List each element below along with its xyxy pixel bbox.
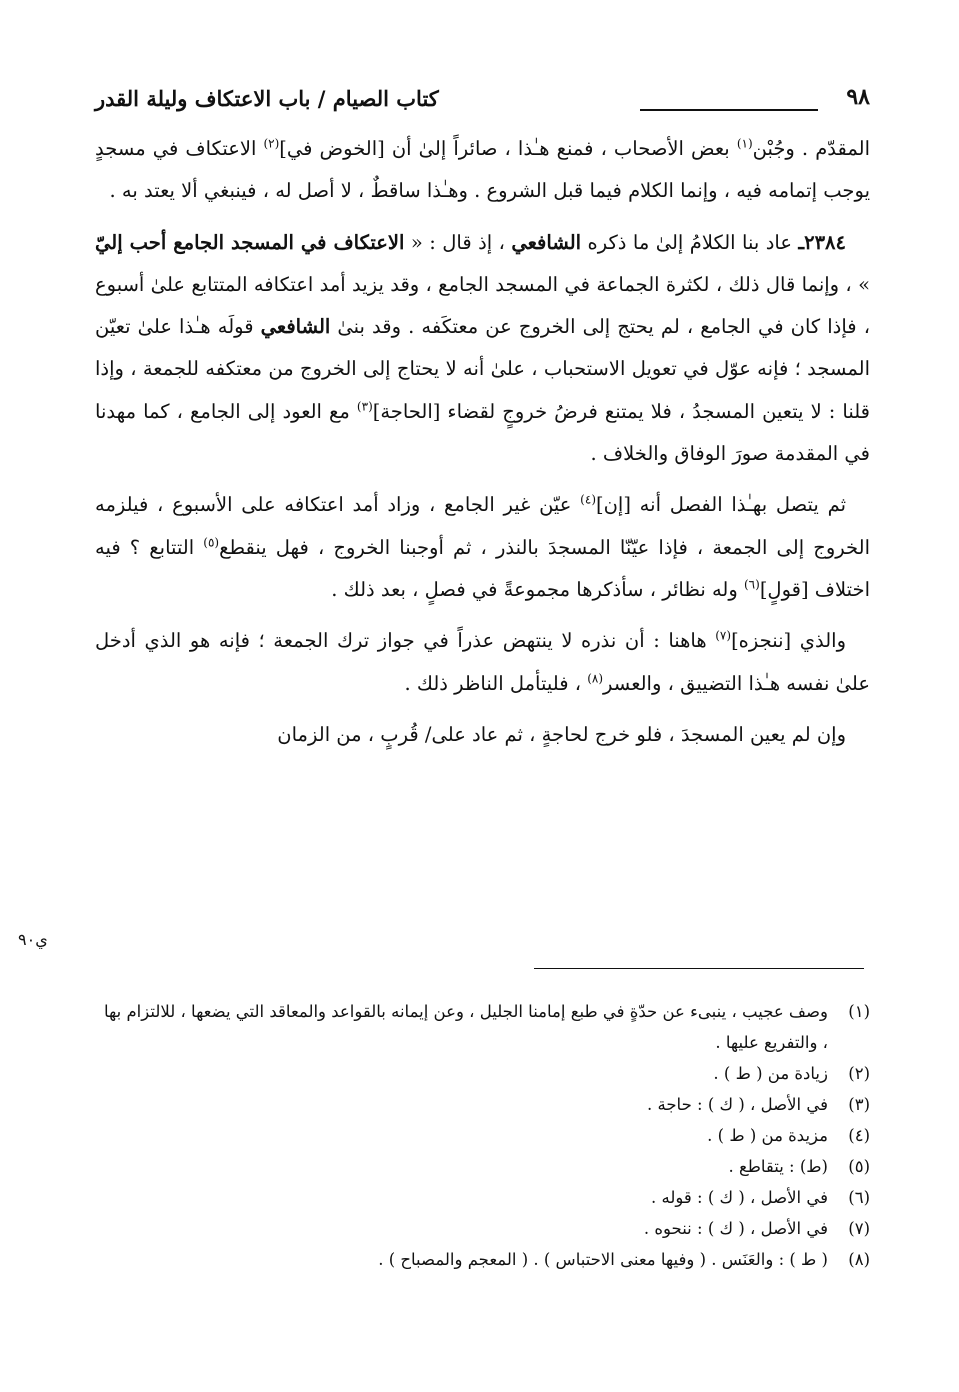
page-header <box>95 82 870 122</box>
footnote-text: في الأصل ، ( ك ) : ننحوه . <box>643 1219 828 1238</box>
text-run: عيّن غير الجامع ، وزاد أمد اعتكافه على الأسبوع ، فيلزمه الخروج إلى الجمعة ، فإذا عيّنّا المسجدَ بالنذر ، ثم أوجبنا الخروج ، فهل ينقطع <box>95 493 870 559</box>
paragraph-2384 <box>95 222 870 476</box>
footnote-number: (٥) <box>848 1157 870 1176</box>
text-run: بعض الأصحاب ، فمنع هـٰذا ، صائراً إلىٰ أن [الخوض في] <box>279 137 737 160</box>
footnotes <box>95 996 870 1275</box>
footnote-text: ( ط ) : والعَنَس . ( وفيها معنى الاحتباس ) . ( المعجم والمصباح ) . <box>378 1250 828 1269</box>
footnote-item <box>95 1213 870 1244</box>
header-rule <box>640 109 818 111</box>
footnote-separator <box>534 968 864 969</box>
margin-page-reference: ي٩٠ <box>18 930 48 949</box>
footnote-text: مزيدة من ( ط ) . <box>707 1126 828 1145</box>
text-run: هاهنا : أن نذره لا ينتهض عذراً في جواز ترك الجمعة ؛ فإنه هو الذي أدخل علىٰ نفسه هـٰذا التضييق ، والعسر <box>95 629 870 695</box>
footnote-text: (ط) : يتقاطع . <box>728 1157 828 1176</box>
running-title: كتاب الصيام / باب الاعتكاف وليلة القدر <box>95 86 439 111</box>
footnote-item <box>95 1151 870 1182</box>
footnote-ref-6: (٦) <box>743 577 760 592</box>
footnote-text: في الأصل ، ( ك ) : حاجة . <box>647 1095 828 1114</box>
footnote-item <box>95 1182 870 1213</box>
footnote-ref-7: (٧) <box>715 628 732 643</box>
text-run: ثم يتصل بهـٰذا الفصل أنه [إن] <box>596 493 846 517</box>
text-run: والذي [ننجزه] <box>731 629 846 653</box>
footnote-number: (٤) <box>848 1126 870 1145</box>
text-run: » ، وإنما قال ذلك ، لكثرة الجماعة في المسجد الجامع ، وقد يزيد أمد اعتكافه المتتابع علىٰ أسبوع ، فإذا كان في الجامع ، لم يحتج إلى الخروج عن معتكَفه . وقد بنىٰ <box>95 272 870 339</box>
text-run: ، إذ قال : « <box>404 230 512 254</box>
text-run: التتابع ؟ فيه اختلاف [قولٍ] <box>95 535 870 601</box>
footnote-ref-1: (١) <box>736 136 753 151</box>
footnote-number: (٣) <box>848 1095 870 1114</box>
text-run: عاد بنا الكلامُ إلىٰ ما ذكره <box>581 230 799 254</box>
footnote-number: (٢) <box>848 1064 870 1083</box>
text-run: الاعتكاف في مسجدٍ يوجب إتمامه فيه ، وإنما الكلام فيما قبل الشروع . وهـٰذا ساقطٌ ، لا أصل له ، فينبغي ألا يعتد به . <box>95 137 870 203</box>
footnote-ref-5: (٥) <box>203 535 220 550</box>
quotation: الاعتكاف في المسجد الجامع أحب إليّ <box>95 230 405 254</box>
footnote-ref-8: (٨) <box>587 671 604 686</box>
paragraph-number: ٢٣٨٤ـ <box>798 230 847 254</box>
text-run: ، فليتأمل الناظر ذلك . <box>404 671 588 695</box>
paragraph-3 <box>95 484 870 611</box>
paragraph-5 <box>95 714 870 756</box>
page-number: ٩٨ <box>846 84 870 110</box>
footnote-number: (٦) <box>848 1188 870 1207</box>
footnote-item <box>95 1120 870 1151</box>
footnote-text: وصف عجيب ، ينبىء عن حدّةٍ في طبع إمامنا الجليل ، وعن إيمانه بالقواعد والمعاقد التي يضعها ، للالتزام بها ، والتفريع عليها . <box>103 1002 828 1052</box>
text-run: وله نظائر ، سأذكرها مجموعةً في فصلٍ ، بعد ذلك . <box>331 577 744 601</box>
name-shafii: الشافعي <box>260 315 331 339</box>
main-text <box>95 128 870 756</box>
footnote-ref-2: (٢) <box>263 136 280 151</box>
name-shafii: الشافعي <box>511 230 582 254</box>
footnote-item <box>95 1058 870 1089</box>
footnote-ref-3: (٣) <box>356 399 373 414</box>
footnote-number: (١) <box>848 1002 870 1021</box>
footnote-item <box>95 1244 870 1275</box>
text-run: المقدّم . وجُبْن <box>752 137 871 160</box>
paragraph-1 <box>95 128 870 213</box>
text-run: مع العود إلى الجامع ، كما مهدنا في المقدمة صورَ الوفاق والخلاف . <box>95 399 870 466</box>
footnote-ref-4: (٤) <box>580 492 596 507</box>
text-run: وإن لم يعين المسجدَ ، فلو خرج لحاجةٍ ، ثم عاد على/ قُربٍ ، من الزمان <box>277 722 846 746</box>
footnote-text: في الأصل ، ( ك ) : قوله . <box>651 1188 828 1207</box>
footnote-text: زيادة من ( ط ) . <box>713 1064 828 1083</box>
paragraph-4 <box>95 620 870 705</box>
footnote-number: (٧) <box>848 1219 870 1238</box>
text-run: قولَه هـٰذا علىٰ تعيّن المسجد ؛ فإنه عوّل في تعويل الاستحباب ، علىٰ أنه لا يحتاج إلى الخروج من معتكفه للجمعة ، وإذا قلنا : لا يتعين المسجدُ ، فلا يمتنع فرضُ خروجٍ لقضاء [الحاجة] <box>95 315 870 423</box>
footnote-item <box>95 1089 870 1120</box>
footnote-item <box>95 996 870 1058</box>
footnote-number: (٨) <box>848 1250 870 1269</box>
